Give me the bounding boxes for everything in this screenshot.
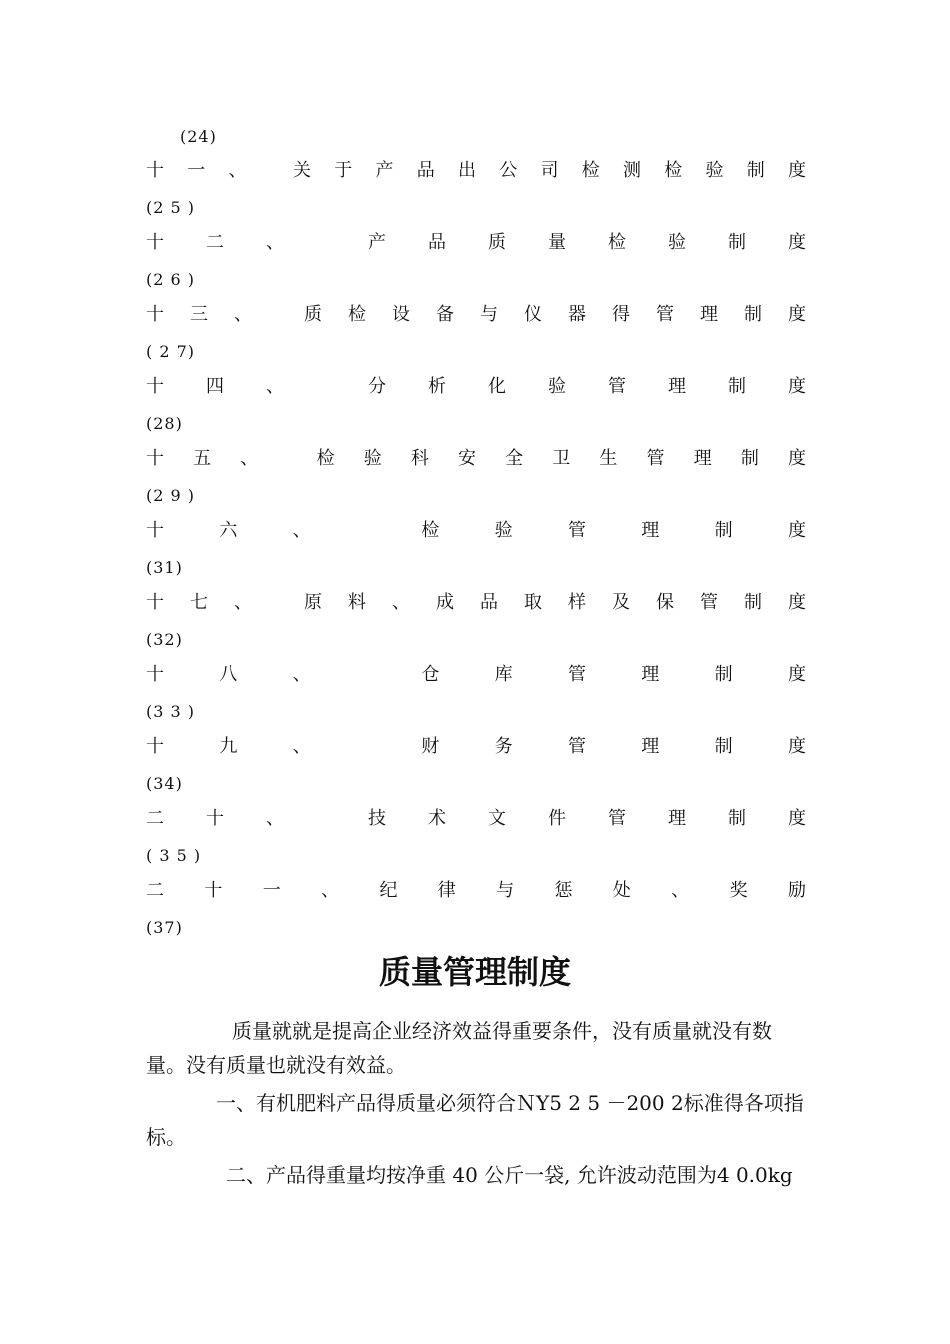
toc-char: 质 bbox=[488, 232, 506, 253]
toc-char: 与 bbox=[496, 880, 515, 901]
toc-char: 件 bbox=[548, 808, 566, 829]
toc-char: 十 bbox=[146, 304, 164, 325]
toc-char: 库 bbox=[494, 664, 513, 685]
toc-char: 管 bbox=[608, 376, 626, 397]
toc-char: 制 bbox=[714, 736, 733, 757]
toc-page-number: (3 3 ) bbox=[146, 702, 196, 721]
toc-char: 十 bbox=[204, 880, 223, 901]
toc-entry bbox=[146, 736, 806, 758]
toc-char: 检 bbox=[316, 448, 335, 469]
toc-char: 得 bbox=[612, 304, 630, 325]
toc-char: 品 bbox=[428, 232, 446, 253]
toc-char: 纪 bbox=[379, 880, 398, 901]
toc-char: 验 bbox=[494, 520, 513, 541]
toc-char: 保 bbox=[656, 592, 674, 613]
toc-page-number: (31) bbox=[146, 558, 183, 577]
toc-char: 十 bbox=[146, 376, 164, 397]
toc-char: 生 bbox=[599, 448, 618, 469]
toc-char: 检 bbox=[348, 304, 366, 325]
paragraph-item-2: 二、产品得重量均按净重 40 公斤一袋, 允许波动范围为4 0.0kg bbox=[226, 1163, 793, 1187]
toc-char: 公 bbox=[499, 160, 518, 181]
toc-char: 管 bbox=[567, 736, 586, 757]
toc-char: 料 bbox=[348, 592, 366, 613]
toc-char: 卫 bbox=[552, 448, 571, 469]
toc-char: 四 bbox=[206, 376, 224, 397]
paragraph-item-1: 一、有机肥料产品得质量必须符合ＮY5 2 5 －200 2标准得各项指标。 bbox=[146, 1091, 804, 1149]
toc-char: 、 bbox=[228, 160, 247, 181]
toc-char: 理 bbox=[668, 808, 686, 829]
toc-char: 、 bbox=[292, 520, 311, 541]
toc-char: 验 bbox=[705, 160, 724, 181]
toc-char: 、 bbox=[266, 808, 284, 829]
toc-page-number: (2 5 ) bbox=[146, 198, 196, 217]
toc-entry bbox=[146, 520, 806, 542]
toc-char: 量 bbox=[548, 232, 566, 253]
toc-char: 五 bbox=[193, 448, 212, 469]
toc-char: 管 bbox=[646, 448, 665, 469]
toc-entry bbox=[146, 160, 806, 182]
toc-char: 与 bbox=[480, 304, 498, 325]
toc-char: 制 bbox=[740, 448, 759, 469]
toc-char: 、 bbox=[292, 664, 311, 685]
toc-page-number: ( 3 5 ) bbox=[146, 846, 202, 865]
toc-char: 七 bbox=[190, 592, 208, 613]
toc-char: 、 bbox=[266, 232, 284, 253]
toc-char: 十 bbox=[146, 736, 164, 757]
toc-char: 度 bbox=[788, 304, 806, 325]
toc-char: 度 bbox=[788, 808, 806, 829]
toc-char: 理 bbox=[668, 376, 686, 397]
toc-entry bbox=[146, 376, 806, 398]
toc-char: 制 bbox=[728, 376, 746, 397]
toc-entry bbox=[146, 808, 806, 830]
toc-char: 检 bbox=[581, 160, 600, 181]
toc-char: 、 bbox=[671, 880, 690, 901]
toc-char: 管 bbox=[700, 592, 718, 613]
toc-char: 十 bbox=[146, 664, 164, 685]
toc-char: 度 bbox=[788, 376, 806, 397]
toc-char: 度 bbox=[787, 520, 806, 541]
toc-char: 验 bbox=[363, 448, 382, 469]
toc-char: 理 bbox=[700, 304, 718, 325]
toc-page-number: (2 9 ) bbox=[146, 486, 196, 505]
toc-char: 二 bbox=[146, 808, 164, 829]
toc-char: 验 bbox=[548, 376, 566, 397]
toc-char: 理 bbox=[641, 736, 660, 757]
toc-char: 、 bbox=[292, 736, 311, 757]
toc-char: 一 bbox=[262, 880, 281, 901]
toc-char: 产 bbox=[375, 160, 394, 181]
toc-char: 技 bbox=[368, 808, 386, 829]
toc-char: 产 bbox=[368, 232, 386, 253]
toc-char: 样 bbox=[568, 592, 586, 613]
toc-char: 三 bbox=[190, 304, 208, 325]
toc-char: 验 bbox=[668, 232, 686, 253]
toc-char: 原 bbox=[304, 592, 322, 613]
toc-char: 六 bbox=[219, 520, 238, 541]
toc-char: 仪 bbox=[524, 304, 542, 325]
toc-char: 制 bbox=[728, 808, 746, 829]
toc-char: 分 bbox=[368, 376, 386, 397]
toc-char: 、 bbox=[234, 304, 252, 325]
toc-char: 、 bbox=[321, 880, 340, 901]
section-title: 质量管理制度 bbox=[378, 953, 571, 991]
toc-page-number: (28) bbox=[146, 414, 183, 433]
toc-entry bbox=[146, 304, 806, 326]
toc-char: 度 bbox=[788, 232, 806, 253]
toc-char: 制 bbox=[746, 160, 765, 181]
toc-char: 品 bbox=[416, 160, 435, 181]
toc-char: 十 bbox=[146, 160, 164, 181]
toc-char: 检 bbox=[421, 520, 440, 541]
toc-page-number: (34) bbox=[146, 774, 183, 793]
toc-char: 一 bbox=[187, 160, 206, 181]
toc-char: 十 bbox=[146, 232, 164, 253]
toc-char: 理 bbox=[641, 664, 660, 685]
toc-char: 管 bbox=[656, 304, 674, 325]
toc-char: 品 bbox=[480, 592, 498, 613]
toc-char: 管 bbox=[567, 664, 586, 685]
toc-char: 、 bbox=[266, 376, 284, 397]
toc-char: 质 bbox=[304, 304, 322, 325]
toc-char: 制 bbox=[744, 304, 762, 325]
toc-char: 及 bbox=[612, 592, 630, 613]
toc-char: 器 bbox=[568, 304, 586, 325]
toc-char: 化 bbox=[488, 376, 506, 397]
toc-char: 检 bbox=[608, 232, 626, 253]
toc-char: 度 bbox=[788, 592, 806, 613]
toc-char: 文 bbox=[488, 808, 506, 829]
toc-entry bbox=[146, 664, 806, 686]
toc-page-number: (37) bbox=[146, 918, 183, 937]
toc-char: 制 bbox=[714, 520, 733, 541]
toc-char: 度 bbox=[787, 664, 806, 685]
toc-char: 仓 bbox=[421, 664, 440, 685]
toc-char: 十 bbox=[146, 520, 164, 541]
toc-entry bbox=[146, 592, 806, 614]
toc-char: 安 bbox=[457, 448, 476, 469]
toc-char: 度 bbox=[787, 736, 806, 757]
toc-char: 十 bbox=[146, 448, 164, 469]
toc-char: 、 bbox=[234, 592, 252, 613]
toc-char: 析 bbox=[428, 376, 446, 397]
toc-char: 理 bbox=[641, 520, 660, 541]
toc-char: 、 bbox=[240, 448, 259, 469]
toc-char: 制 bbox=[714, 664, 733, 685]
toc-char: 于 bbox=[334, 160, 353, 181]
toc-char: 出 bbox=[458, 160, 476, 181]
toc-char: 测 bbox=[623, 160, 641, 181]
toc-char: 管 bbox=[567, 520, 586, 541]
toc-char: 取 bbox=[524, 592, 542, 613]
toc-char: 务 bbox=[494, 736, 513, 757]
toc-char: 制 bbox=[728, 232, 746, 253]
toc-char: 二 bbox=[146, 880, 164, 901]
toc-char: 二 bbox=[206, 232, 224, 253]
toc-entry bbox=[146, 448, 806, 470]
toc-entry bbox=[146, 880, 806, 902]
toc-char: 惩 bbox=[554, 880, 573, 901]
toc-char: 科 bbox=[410, 448, 429, 469]
toc-char: 、 bbox=[392, 592, 410, 613]
paragraph-intro: 质量就就是提高企业经济效益得重要条件，没有质量就没有数量。没有质量也就没有效益。 bbox=[146, 1019, 772, 1077]
toc-char: 十 bbox=[146, 592, 164, 613]
toc-page-number: (2 6 ) bbox=[146, 270, 196, 289]
toc-char: 全 bbox=[505, 448, 524, 469]
toc-char: 成 bbox=[436, 592, 454, 613]
toc-char: 制 bbox=[744, 592, 762, 613]
toc-char: 关 bbox=[293, 160, 311, 181]
toc-entry bbox=[146, 232, 806, 254]
toc-char: 术 bbox=[428, 808, 446, 829]
toc-page-number: ( 2 7) bbox=[146, 342, 196, 361]
toc-char: 处 bbox=[612, 880, 631, 901]
toc-page-number: (32) bbox=[146, 630, 183, 649]
toc-char: 司 bbox=[540, 160, 559, 181]
toc-page-number: (24) bbox=[180, 127, 217, 146]
toc-char: 理 bbox=[693, 448, 712, 469]
toc-char: 九 bbox=[219, 736, 238, 757]
toc-char: 管 bbox=[608, 808, 626, 829]
toc-char: 十 bbox=[206, 808, 224, 829]
toc-char: 设 bbox=[392, 304, 410, 325]
toc-char: 备 bbox=[436, 304, 454, 325]
toc-char: 度 bbox=[788, 160, 806, 181]
toc-char: 财 bbox=[421, 736, 440, 757]
toc-char: 奖 bbox=[729, 880, 748, 901]
toc-char: 度 bbox=[787, 448, 806, 469]
toc-char: 励 bbox=[787, 880, 806, 901]
toc-char: 八 bbox=[219, 664, 238, 685]
toc-char: 检 bbox=[664, 160, 683, 181]
toc-char: 律 bbox=[437, 880, 456, 901]
